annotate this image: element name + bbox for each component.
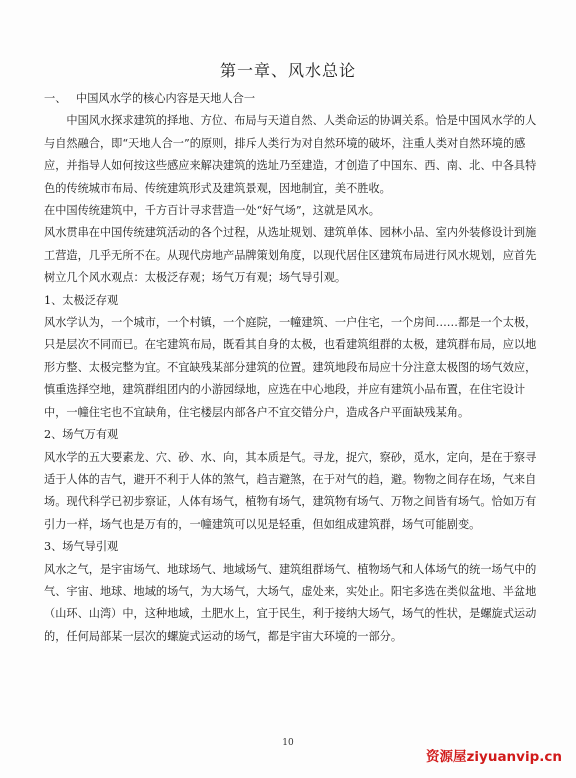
section-heading-4: 3、场气导引观 — [44, 540, 119, 554]
section-heading-3: 2、场气万有观 — [44, 428, 119, 442]
section-heading-1 — [44, 88, 544, 110]
paragraph: 风水学的五大要素龙、穴、砂、水、向，其本质是气。寻龙，捉穴，察砂，觅水，定向，是在于察寻适于人体的吉气，避开不利于人体的煞气，趋吉避煞，在于对气的趋，避。物物之间存在场，气来自场。现代科学已初步察证，人体有场气，植物有场气，建筑物有场气、万物之间皆有场气。恰如万有引力一样，场气也是万有的，一幢建筑可以见是轻重，但如组成建筑群，场气可能剧变。 — [44, 450, 537, 531]
chapter-title: 第一章、风水总论 — [219, 61, 356, 80]
paragraph: 中国风水探求建筑的择地、方位、布局与天道自然、人类命运的协调关系。恰是中国风水学的人与自然融合，即“天地人合一”的原则，排斥人类行为对自然环境的破坏，注重人类对自然环境的感应，并指导人如何按这些感应来解决建筑的选址乃至建造，才创造了中国东、西、南、北、中各具特色的传统城市布局、传统建筑形式及建筑景观，因地制宜，美不胜收。 — [44, 114, 537, 195]
paragraph: 风水贯串在中国传统建筑活动的各个过程，从选址规划、建筑单体、园林小品、室内外装修设计到施工营造，几乎无所不在。从现代房地产品牌策划角度，以现代居住区建筑布局进行风水规划，应首先树立几个风水观点：太极泛存观；场气万有观；场气导引观。 — [44, 226, 537, 285]
section-heading-text: 中国风水学的核心内容是天地人合一 — [76, 92, 256, 105]
section-heading-2: 1、太极泛存观 — [44, 293, 119, 307]
paragraph: 在中国传统建筑中，千方百计寻求营造一处“好气场”，这就是风水。 — [44, 204, 380, 218]
paragraph: 风水学认为，一个城市，一个村镇，一个庭院，一幢建筑、一户住宅，一个房间……都是一个太极，只是层次不同而已。在宅建筑布局，既看其自身的太极，也看建筑组群的太极，建筑群布局，应以地形方整、太极完整为宜。不宜缺残某部分建筑的位置。建筑地段布局应十分注意太极图的场气效应，慎重选择空地，建筑群组团内的小游园绿地，应选在中心地段，并应有建筑小品布置，在住宅设计中，一幢住宅也不宜缺角，住宅楼层内部各户不宜交错分户，造成各户平面缺残某角。 — [44, 316, 537, 419]
page-number: 10 — [282, 738, 294, 748]
paragraph: 风水之气，是宇宙场气、地球场气、地域场气、建筑组群场气、植物场气和人体场气的统一场气中的气、宇宙、地球、地域的场气，为大场气，大场气，虚处来，实处止。阳宅多选在类似盆地、半盆地（山环、山湾）中，这种地域，土肥水上，宜于民生，利于接纳大场气，场气的性状，是螺旋式运动的，任何局部某一层次的螺旋式运动的场气，都是宇宙大环境的一部分。 — [44, 562, 537, 643]
watermark: 资源屋ziyuanvip.cn — [426, 749, 562, 765]
section-number: 一、 — [44, 92, 67, 105]
body-text — [44, 88, 544, 648]
